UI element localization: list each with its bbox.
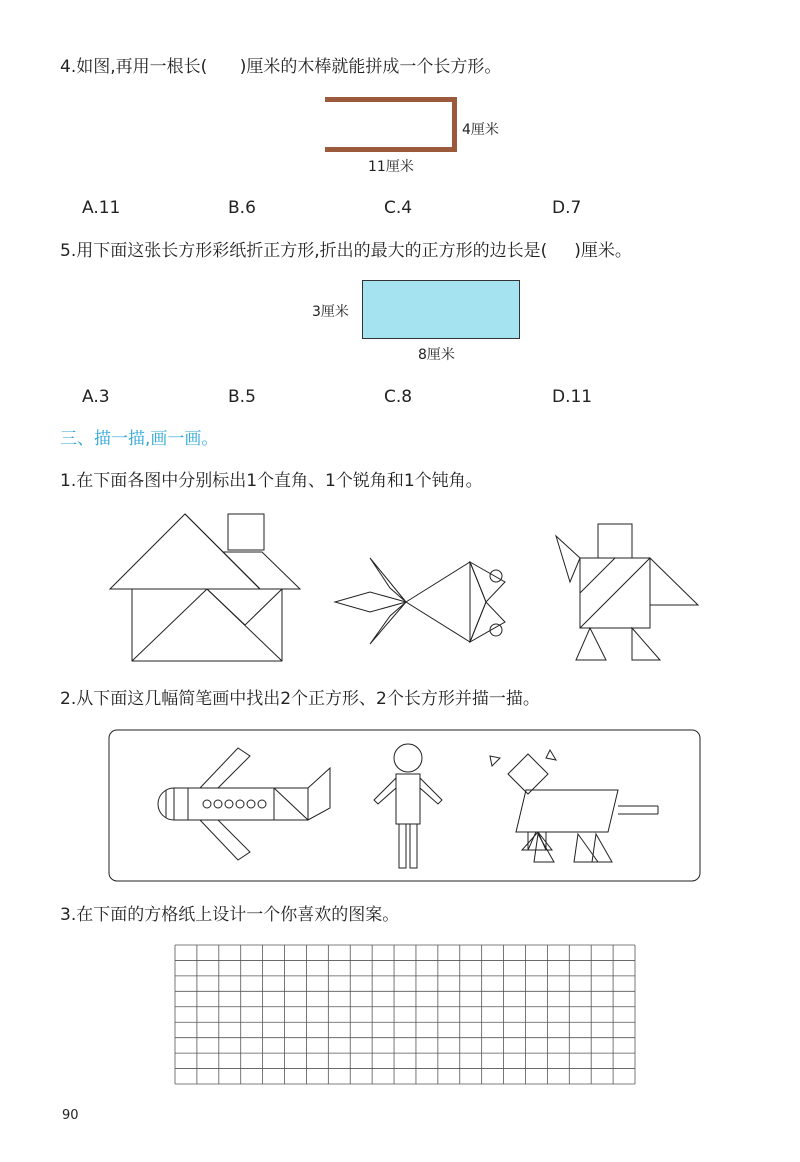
- grid-paper[interactable]: [174, 944, 638, 1086]
- q4-option-c[interactable]: C.4: [384, 198, 413, 218]
- q4-option-a[interactable]: A.11: [82, 198, 121, 218]
- label-8cm: 8厘米: [418, 347, 455, 363]
- question-4-text: 4.如图,再用一根长( )厘米的木棒就能拼成一个长方形。: [60, 57, 502, 77]
- problem-2-text: 2.从下面这几幅简笔画中找出2个正方形、2个长方形并描一描。: [60, 689, 540, 709]
- ox-drawing: [490, 750, 658, 862]
- right-stick: [452, 97, 457, 152]
- problem-1-text: 1.在下面各图中分别标出1个直角、1个锐角和1个钝角。: [60, 471, 483, 491]
- fish-figure: [335, 558, 505, 644]
- paper-rectangle: [362, 280, 522, 342]
- q5-option-d[interactable]: D.11: [552, 387, 593, 407]
- page-number: 90: [62, 1108, 79, 1123]
- section-3-title: 三、描一描,画一画。: [60, 429, 219, 449]
- person-drawing: [374, 744, 442, 868]
- house-figure: [110, 514, 300, 661]
- q5-option-b[interactable]: B.5: [228, 387, 256, 407]
- answer-blank[interactable]: [207, 57, 239, 77]
- question-5-text: 5.用下面这张长方形彩纸折正方形,折出的最大的正方形的边长是( )厘米。: [60, 241, 632, 261]
- q5-option-a[interactable]: A.3: [82, 387, 110, 407]
- q4-option-d[interactable]: D.7: [552, 198, 582, 218]
- airplane-drawing: [158, 748, 330, 860]
- q4-option-b[interactable]: B.6: [228, 198, 256, 218]
- drawings-box[interactable]: [108, 728, 702, 884]
- label-3cm: 3厘米: [312, 304, 349, 320]
- label-11cm: 11厘米: [368, 159, 414, 175]
- tangram-figures[interactable]: [110, 510, 700, 665]
- q5-option-c[interactable]: C.8: [384, 387, 413, 407]
- problem-3-text: 3.在下面的方格纸上设计一个你喜欢的图案。: [60, 905, 400, 925]
- label-4cm: 4厘米: [462, 122, 499, 138]
- top-stick: [325, 97, 457, 102]
- bottom-stick: [325, 147, 457, 152]
- bird-figure: [556, 524, 698, 660]
- answer-blank[interactable]: [547, 241, 574, 261]
